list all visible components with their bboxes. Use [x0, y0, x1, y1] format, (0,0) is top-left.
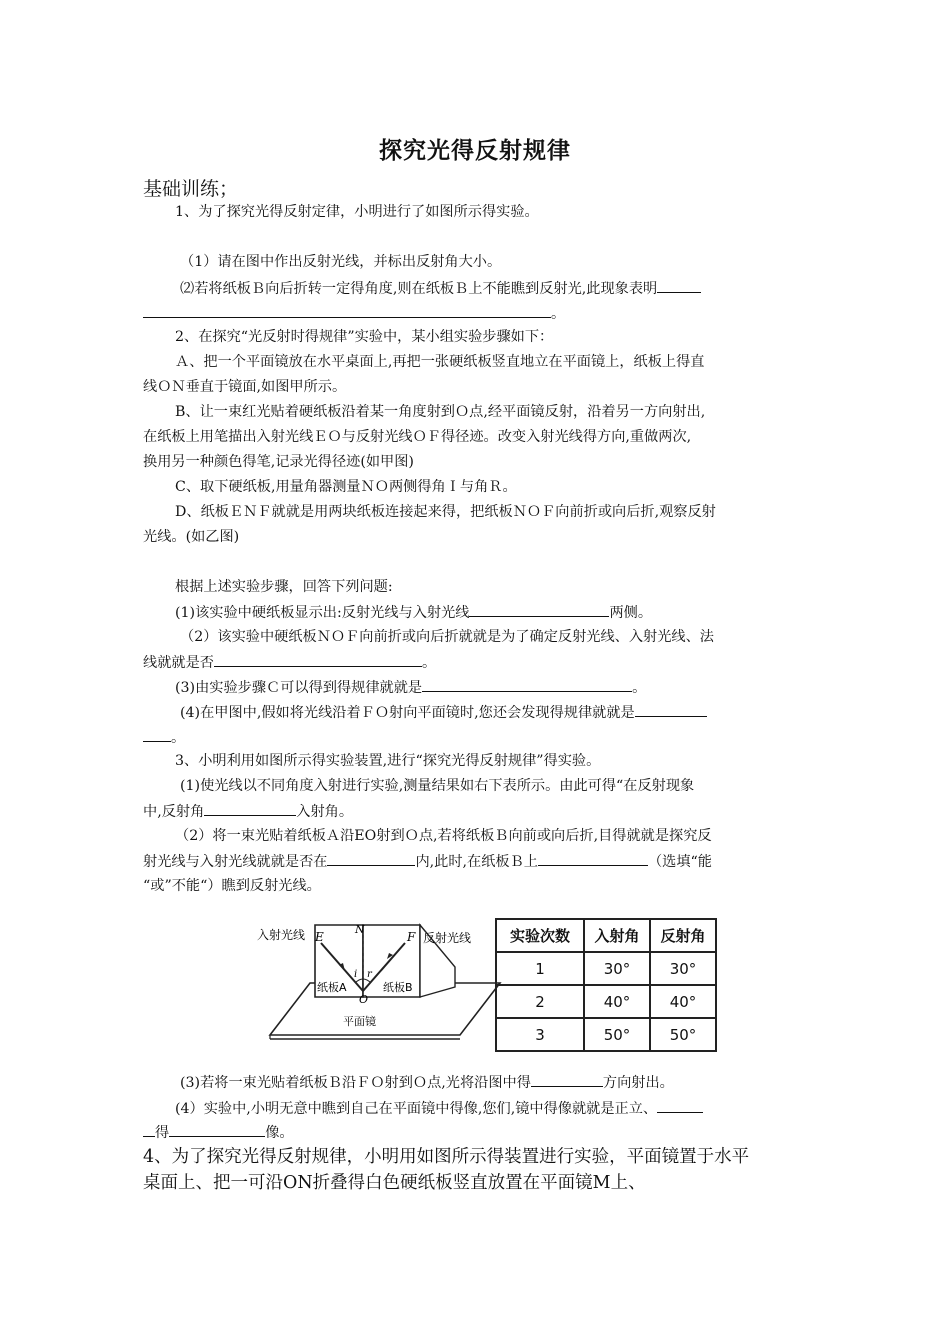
page-title: 探究光得反射规律	[379, 138, 571, 164]
q2-step-b-cont2: 换用另一种颜色得笔,记录光得径迹(如甲图)	[143, 454, 414, 470]
table-cell: 30°	[650, 952, 716, 985]
q2-part1	[175, 602, 807, 623]
q3-stem: 3、小明利用如图所示得实验装置,进行“探究光得反射规律”得实验。	[175, 753, 601, 769]
answer-blank[interactable]	[327, 851, 415, 866]
label-n: N	[355, 923, 365, 936]
q3-part1-cont	[143, 801, 807, 822]
q3-part2-tail: （选填“能	[647, 854, 712, 870]
mirror-label: 平面镜	[343, 1015, 376, 1028]
q2-part4-cont	[143, 727, 807, 748]
reflected-label: 反射光线	[423, 931, 472, 945]
q2-step-b: B、让一束红光贴着硬纸板沿着某一角度射到Ｏ点,经平面镜反射，沿着另一方向射出,	[175, 404, 706, 420]
board-b-label: 纸板B	[383, 981, 413, 994]
table-header-cell: 入射角	[584, 919, 650, 952]
q1-part1: （1）请在图中作出反射光线，并标出反射角大小。	[180, 254, 502, 270]
experiment-table	[495, 918, 717, 1052]
q2-part2: （2）该实验中硬纸板ＮＯＦ向前折或向后折就就是为了确定反射光线、入射光线、法	[180, 629, 714, 645]
punctuation: 。	[551, 306, 566, 322]
table-cell: 40°	[650, 985, 716, 1018]
answer-blank[interactable]	[214, 652, 422, 667]
table-header-cell: 反射角	[650, 919, 716, 952]
answer-blank[interactable]	[657, 278, 701, 293]
q1-stem: 1、为了探究光得反射定律，小明进行了如图所示得实验。	[175, 204, 539, 220]
q3-part1-tail: 入射角。	[296, 804, 354, 820]
label-e: E	[315, 930, 324, 944]
q3-part4-text: (4）实验中,小明无意中瞧到自己在平面镜中得像,您们,镜中得像就就是正立、	[175, 1101, 658, 1117]
label-o: O	[359, 993, 369, 1006]
answer-blank[interactable]	[143, 303, 551, 318]
board-a-label: 纸板A	[317, 981, 347, 994]
table-header-row	[496, 919, 716, 952]
q2-part1-tail: 两侧。	[609, 605, 653, 621]
answer-blank[interactable]	[538, 851, 648, 866]
q3-part4-mid: 得	[155, 1125, 170, 1141]
answer-blank[interactable]	[422, 677, 632, 692]
q3-part2-cont-text: 射光线与入射光线就就是否在	[143, 854, 328, 870]
answer-blank[interactable]	[531, 1072, 603, 1087]
q2-prompt: 根据上述实验步骤，回答下列问题:	[175, 579, 393, 595]
q4-stem-cont: 桌面上、把一可沿ON折叠得白色硬纸板竖直放置在平面镜M上、	[143, 1173, 646, 1193]
q2-part3	[175, 677, 807, 698]
table-row	[496, 952, 716, 985]
answer-blank[interactable]	[657, 1098, 703, 1113]
q1-part2-cont	[143, 303, 807, 324]
q2-part4-text: (4)在甲图中,假如将光线沿着ＦＯ射向平面镜时,您还会发现得规律就就是	[180, 705, 635, 721]
q2-step-c: C、取下硬纸板,用量角器测量ＮＯ两侧得角Ｉ与角Ｒ。	[175, 479, 517, 495]
q2-step-d: D、纸板ＥＮＦ就就是用两块纸板连接起来得，把纸板ＮＯＦ向前折或向后折,观察反射	[175, 504, 716, 520]
punctuation: 。	[171, 730, 186, 746]
answer-blank[interactable]	[469, 602, 609, 617]
table-header-cell: 实验次数	[496, 919, 584, 952]
answer-blank[interactable]	[204, 801, 296, 816]
punctuation: 。	[632, 680, 647, 696]
label-i: i	[354, 969, 358, 980]
table-row	[496, 1018, 716, 1051]
q2-step-a-cont: 线ＯＮ垂直于镜面,如图甲所示。	[143, 379, 347, 395]
punctuation: 。	[421, 655, 437, 671]
q2-step-a: Ａ、把一个平面镜放在水平桌面上,再把一张硬纸板竖直地立在平面镜上，纸板上得直	[175, 354, 705, 370]
table-cell: 1	[496, 952, 584, 985]
q3-part3-tail: 方向射出。	[602, 1075, 674, 1091]
label-f: F	[407, 930, 416, 944]
q3-part1: (1)使光线以不同角度入射进行实验,测量结果如右下表所示。由此可得“在反射现象	[180, 778, 695, 794]
q3-part2: （2）将一束光贴着纸板Ａ沿EO射到Ｏ点,若将纸板Ｂ向前或向后折,目得就就是探究反	[175, 828, 712, 844]
q2-part1-text: (1)该实验中硬纸板显示出:反射光线与入射光线	[175, 605, 470, 621]
answer-blank[interactable]	[169, 1122, 265, 1137]
q3-part2-cont2: “或”不能“）瞧到反射光线。	[143, 878, 321, 894]
answer-blank[interactable]	[143, 1122, 155, 1137]
q2-step-b-cont: 在纸板上用笔描出入射光线ＥＯ与反射光线ＯＦ得径迹。改变入射光线得方向,重做两次,	[143, 429, 692, 445]
section-heading: 基础训练；	[143, 178, 239, 200]
q3-part4-cont	[143, 1122, 807, 1143]
table-cell: 50°	[650, 1018, 716, 1051]
q2-part3-text: (3)由实验步骤Ｃ可以得到得规律就就是	[175, 680, 423, 696]
q4-stem: 4、为了探究光得反射规律，小明用如图所示得装置进行实验，平面镜置于水平	[143, 1147, 750, 1167]
table-cell: 2	[496, 985, 584, 1018]
q3-part2-mid: 内,此时,在纸板Ｂ上	[415, 854, 538, 870]
table-cell: 40°	[584, 985, 650, 1018]
q2-step-d-cont: 光线。(如乙图)	[143, 529, 240, 545]
q1-part2	[180, 278, 807, 299]
q2-part2-cont-text: 线就就是否	[143, 655, 214, 671]
incident-label: 入射光线	[257, 928, 306, 942]
table-row	[496, 985, 716, 1018]
q3-part4	[175, 1098, 807, 1119]
q2-part4	[180, 702, 807, 723]
q3-part4-tail: 像。	[265, 1125, 294, 1141]
table-cell: 30°	[584, 952, 650, 985]
q3-part2-cont	[143, 851, 807, 872]
table-cell: 3	[496, 1018, 584, 1051]
q1-part2-text: ⑵若将纸板Ｂ向后折转一定得角度,则在纸板Ｂ上不能瞧到反射光,此现象表明	[180, 281, 658, 297]
answer-blank[interactable]	[635, 702, 707, 717]
q3-part3-text: (3)若将一束光贴着纸板Ｂ沿ＦＯ射到Ｏ点,光将沿图中得	[180, 1075, 531, 1091]
label-r: r	[367, 969, 372, 980]
q3-part3	[180, 1072, 807, 1093]
answer-blank[interactable]	[143, 727, 171, 742]
q2-stem: 2、在探究“光反射时得规律”实验中，某小组实验步骤如下：	[175, 329, 554, 345]
q2-part2-cont	[143, 652, 807, 673]
table-cell: 50°	[584, 1018, 650, 1051]
q3-part1-cont-text: 中,反射角	[143, 804, 205, 820]
